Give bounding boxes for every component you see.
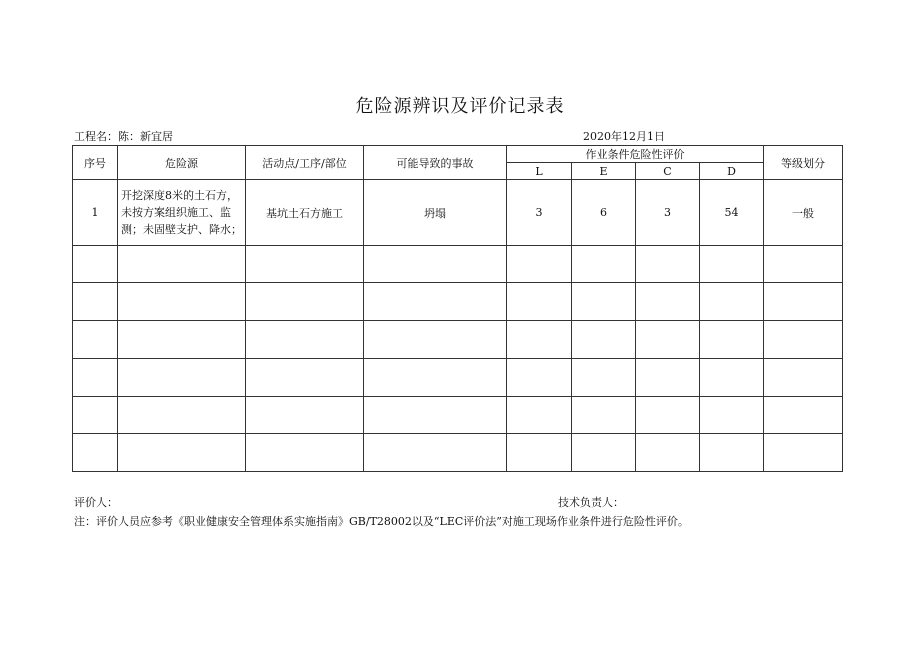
header-l: L [507,163,572,180]
empty-row [73,283,843,321]
table-row [73,180,843,246]
empty-row [73,359,843,397]
cell-hazard: 开挖深度8米的土石方，未按方案组织施工、监测；未固壁支护、降水； [118,180,246,246]
header-activity: 活动点/工序/部位 [246,146,364,180]
cell-grade: 一般 [764,180,843,246]
empty-row [73,321,843,359]
record-date: 2020年12月1日 [583,130,665,143]
evaluation-note: 注：评价人员应参考《职业健康安全管理体系实施指南》GB/T28002以及“LEC评价法”对施工现场作业条件进行危险性评价。 [74,515,689,528]
hazard-table [72,145,843,472]
cell-seq: 1 [73,180,118,246]
header-c: C [636,163,700,180]
empty-row [73,397,843,434]
cell-e: 6 [572,180,636,246]
header-d: D [700,163,764,180]
cell-c: 3 [636,180,700,246]
header-grade: 等级划分 [764,146,843,180]
cell-d: 54 [700,180,764,246]
header-risk-evaluation: 作业条件危险性评价 [507,146,764,163]
tech-lead-label: 技术负责人： [558,496,624,509]
header-seq: 序号 [73,146,118,180]
empty-row [73,434,843,472]
cell-accident: 坍塌 [364,180,507,246]
project-name: 工程名：陈：新宜居 [74,130,173,143]
header-accident: 可能导致的事故 [364,146,507,180]
empty-row [73,246,843,283]
page-title: 危险源辨识及评价记录表 [355,96,565,117]
header-hazard: 危险源 [118,146,246,180]
header-e: E [572,163,636,180]
evaluator-label: 评价人： [74,496,118,509]
cell-activity: 基坑土石方施工 [246,180,364,246]
cell-l: 3 [507,180,572,246]
